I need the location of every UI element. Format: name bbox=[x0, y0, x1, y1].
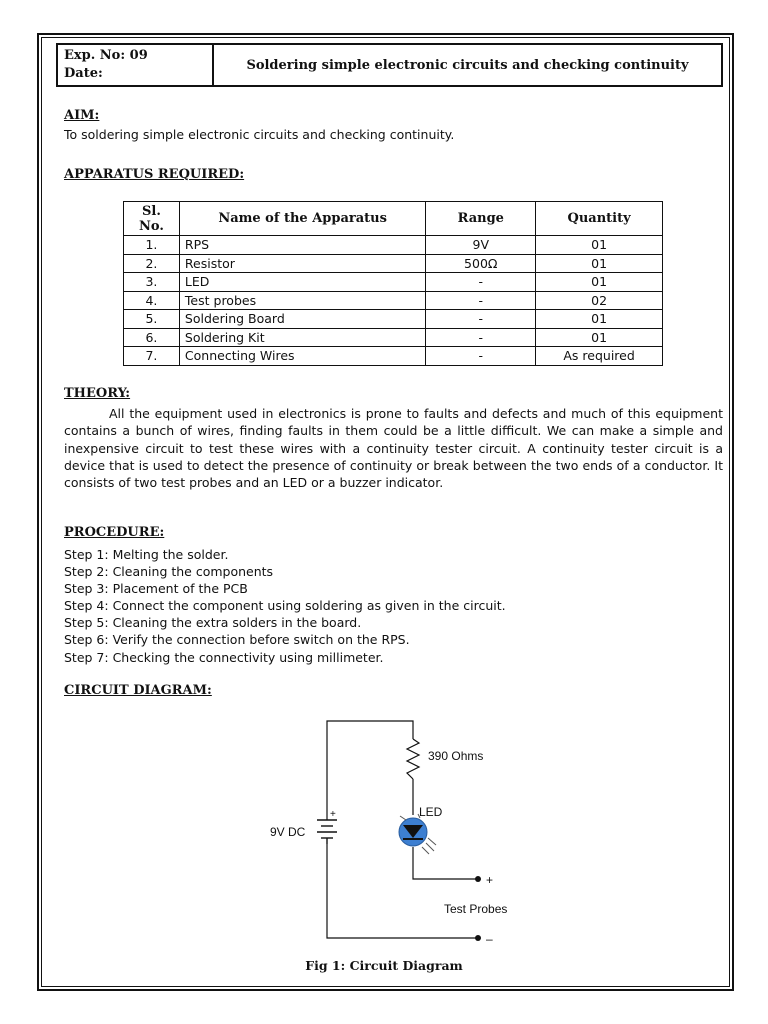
cell: Soldering Kit bbox=[179, 328, 425, 347]
cell: 5. bbox=[124, 310, 180, 329]
cell: Test probes bbox=[179, 291, 425, 310]
table-row bbox=[124, 236, 663, 255]
col-header: Sl. No. bbox=[124, 202, 180, 236]
battery-label: 9V DC bbox=[270, 825, 306, 839]
bottom-wire bbox=[327, 844, 478, 938]
procedure-step: Step 3: Placement of the PCB bbox=[64, 581, 248, 597]
table-row bbox=[124, 347, 663, 366]
cell: 2. bbox=[124, 254, 180, 273]
header-meta bbox=[58, 45, 214, 85]
apparatus-table bbox=[123, 201, 663, 366]
resistor-icon bbox=[407, 739, 419, 779]
led-icon bbox=[399, 814, 436, 854]
procedure-step: Step 1: Melting the solder. bbox=[64, 547, 229, 562]
cell: - bbox=[426, 291, 536, 310]
procedure-steps bbox=[64, 546, 506, 666]
probe-minus-label: – bbox=[486, 932, 493, 946]
experiment-header bbox=[56, 43, 723, 87]
cell: RPS bbox=[179, 236, 425, 255]
exp-number: Exp. No: 09 bbox=[64, 48, 148, 63]
table-row bbox=[124, 273, 663, 292]
theory-body bbox=[64, 405, 723, 491]
probe-plus-terminal bbox=[475, 876, 481, 882]
procedure-step: Step 5: Cleaning the extra solders in the board. bbox=[64, 615, 362, 631]
table-row bbox=[124, 291, 663, 310]
cell: 9V bbox=[426, 236, 536, 255]
theory-heading: THEORY: bbox=[64, 386, 131, 401]
aim-text: To soldering simple electronic circuits and checking continuity. bbox=[64, 127, 455, 142]
top-wire bbox=[327, 721, 413, 820]
cell: 01 bbox=[536, 310, 663, 329]
cell: 1. bbox=[124, 236, 180, 255]
cell: 01 bbox=[536, 273, 663, 292]
table-row bbox=[124, 328, 663, 347]
exp-date: Date: bbox=[64, 66, 103, 81]
cell: Connecting Wires bbox=[179, 347, 425, 366]
cell: Soldering Board bbox=[179, 310, 425, 329]
cell: - bbox=[426, 347, 536, 366]
procedure-step: Step 4: Connect the component using soldering as given in the circuit. bbox=[64, 598, 506, 614]
circuit-diagram bbox=[260, 712, 540, 952]
theory-text: All the equipment used in electronics is prone to faults and defects and much of this equipment contains a bunch of wires, finding faults in them could be a little difficult. We can make a simple and inexpensive circuit to test these wires with a continuity tester circuit. A continuity tester circuit is a device that is used to detect the presence of continuity or break between the two ends of a conductor. It consists of two test probes and an LED or a buzzer indicator. bbox=[64, 406, 723, 491]
cell: Resistor bbox=[179, 254, 425, 273]
cell: - bbox=[426, 310, 536, 329]
table-header-row bbox=[124, 202, 663, 236]
probe-minus-terminal bbox=[475, 935, 481, 941]
led-probe-wire bbox=[413, 847, 478, 879]
procedure-heading: PROCEDURE: bbox=[64, 525, 165, 540]
led-label: LED bbox=[419, 805, 443, 819]
apparatus-heading: APPARATUS REQUIRED: bbox=[64, 167, 245, 182]
cell: 6. bbox=[124, 328, 180, 347]
probe-plus-label: + bbox=[486, 873, 494, 887]
resistor-label: 390 Ohms bbox=[428, 749, 484, 763]
table-row bbox=[124, 254, 663, 273]
cell: 02 bbox=[536, 291, 663, 310]
probes-label: Test Probes bbox=[444, 902, 508, 916]
cell: - bbox=[426, 273, 536, 292]
procedure-step: Step 6: Verify the connection before switch on the RPS. bbox=[64, 632, 410, 648]
cell: 01 bbox=[536, 254, 663, 273]
battery-plus: + bbox=[330, 809, 336, 820]
col-header: Range bbox=[426, 202, 536, 236]
cell: As required bbox=[536, 347, 663, 366]
cell: 500Ω bbox=[426, 254, 536, 273]
table-row bbox=[124, 310, 663, 329]
cell: LED bbox=[179, 273, 425, 292]
battery-icon bbox=[317, 820, 337, 844]
experiment-title: Soldering simple electronic circuits and checking continuity bbox=[246, 57, 689, 73]
cell: 4. bbox=[124, 291, 180, 310]
col-header: Name of the Apparatus bbox=[179, 202, 425, 236]
cell: - bbox=[426, 328, 536, 347]
circuit-heading: CIRCUIT DIAGRAM: bbox=[64, 683, 212, 698]
figure-caption: Fig 1: Circuit Diagram bbox=[305, 958, 463, 973]
cell: 01 bbox=[536, 328, 663, 347]
col-header: Quantity bbox=[536, 202, 663, 236]
cell: 7. bbox=[124, 347, 180, 366]
cell: 01 bbox=[536, 236, 663, 255]
procedure-step: Step 7: Checking the connectivity using millimeter. bbox=[64, 649, 384, 665]
cell: 3. bbox=[124, 273, 180, 292]
procedure-step: Step 2: Cleaning the components bbox=[64, 564, 274, 580]
aim-heading: AIM: bbox=[64, 108, 100, 123]
